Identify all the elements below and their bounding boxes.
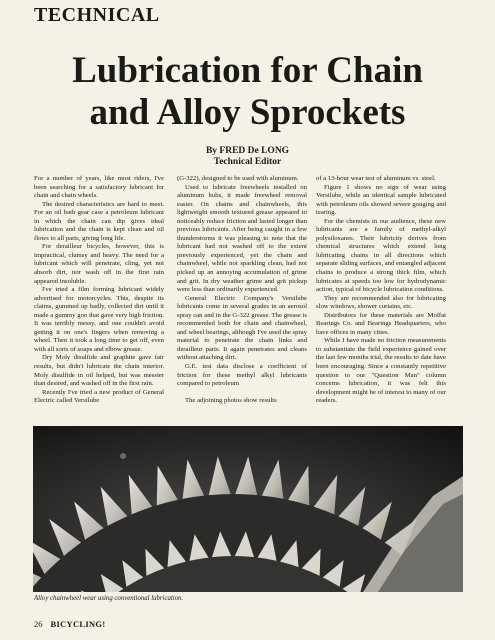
paragraph: They are recommended also for lubricating slow windows, shower curtains, etc. <box>316 294 446 311</box>
paragraph: I've tried a film forming lubricant widely advertised for motorcycles. This, despite its claims, gummed up badly, collected dirt until it made a gummy goo that gave very high friction. It was terribly messy, and one couldn't avoid getting it on one's fingers when removing a wheel. Then it took a long time to get off, even with all sorts of soaps and elbow grease. <box>34 286 164 353</box>
chainwheel-photo <box>33 426 463 592</box>
paragraph: Recently I've tried a new product of General Electric called Versilube <box>34 388 164 405</box>
photo-caption: Alloy chainwheel wear using conventional lubrication. <box>34 595 184 602</box>
author-role: Technical Editor <box>213 157 282 167</box>
page-footer <box>34 619 105 629</box>
paragraph: Used to lubricate freewheels installed on aluminum hubs, it made freewheel removal easier. On chains and chainwheels, this lightweight smooth textured grease appeared to noticeably reduce friction and lasted longer than previous lubricants. After being caught in a few thunderstorms it was pleasing to note that the lubricant had not washed off to the extent previously experienced, yet the chain and chainwheel, while not sparkling clean, had not picked up an annoying accumulation of grime and grit. In dry weather grime and grit pickup were less than ordinarily experienced. <box>177 183 307 294</box>
paragraph: Figure 1 shows no sign of wear using Versilube, while an identical sample lubricated with petroleum oils showed severe gouging and tearing. <box>316 183 446 217</box>
title-line-1: Lubrication for Chain <box>72 50 423 91</box>
text-column-3 <box>316 175 446 406</box>
paragraph: For a number of years, like most riders, I've been searching for a satisfactory lubricant for chain and chain wheels. <box>34 175 164 200</box>
article-title <box>0 50 495 134</box>
paragraph: Distributors for these materials are Moffat Bearings Co. and Bearings Headquarters, who have offices in many cities. <box>316 311 446 336</box>
paragraph: For the chemists in our audience, these new lubricants are a family of methyl-alkyl polysiloxanes. Their lubricity derives from chemical structures which extend long lubricating chains in all directions which separate sliding surfaces, and entangled adjacent chains to produce a strong thick film, which lubricates at speeds too low for hydrodynamic action, typical of bicycle lubrication conditions. <box>316 217 446 294</box>
text-column-1 <box>34 175 164 406</box>
paragraph: Dry Moly disulfide and graphite gave fair results, but didn't lubricate the chain interior. Moly disulfide in oil helped, but was messier than desired, and washed off in the first rain. <box>34 354 164 388</box>
magazine-name: BICYCLING! <box>50 619 106 629</box>
paragraph: G.E. test data disclose a coefficient of friction for these methyl alkyl lubricants compared to petroleum <box>177 363 307 388</box>
paragraph: The adjoining photos show results <box>185 396 277 404</box>
text-column-2 <box>177 175 307 405</box>
section-heading: TECHNICAL <box>34 4 160 26</box>
paragraph: The desired characteristics are hard to meet. For an oil bath gear case a petroleum lubricant in which the chain can dip gives ideal lubrication and the chain is kept clean and oil flows to all parts, giving long life. <box>34 200 164 242</box>
paragraph: For derailleur bicycles, however, this is impractical, clumsy and heavy. The need for a lubricant which will penetrate, cling, yet not absorb dirt, nor wash off in the first rain appeared insoluble. <box>34 243 164 285</box>
paragraph: While I have made no friction measurements to substantiate the field experience gained over the last few months trial, the results to date have been encouraging. Since a constantly repetitive question to our "Question Man" column concerns lubrication, it was felt this development might be of interest to many of our readers. <box>316 337 446 405</box>
chainwheel-illustration <box>33 426 463 592</box>
paragraph: of a 13-hour wear test of aluminum vs. steel. <box>316 175 436 182</box>
byline <box>0 146 495 168</box>
author-name: By FRED De LONG <box>205 146 290 156</box>
paragraph: General Electric Company's Versilube lubricants come in several grades in an aerosol spray can and in the G-322 grease. The grease is recommended both for chain and chainwheel, and wheel bearings, although I've used the spray material to penetrate the chain links and derailleur parts. It again penetrates and cleans without attaching dirt. <box>177 294 307 362</box>
paragraph: (G-322), designed to be used with aluminum. <box>177 175 299 182</box>
page-number: 26 <box>34 619 43 629</box>
title-line-2: and Alloy Sprockets <box>89 92 406 133</box>
